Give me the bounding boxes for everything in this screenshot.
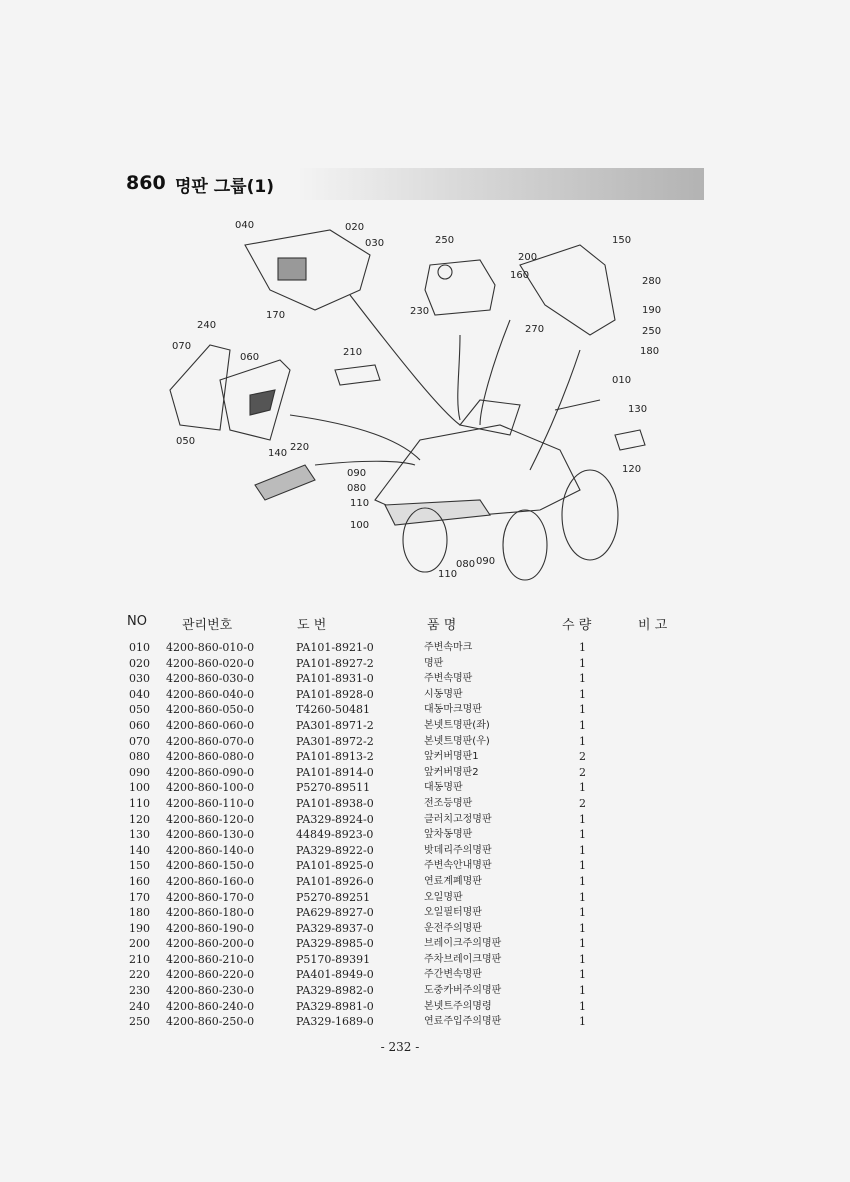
callout-label: 250	[642, 326, 662, 337]
row-no: 030	[129, 672, 150, 686]
row-mgmt-no: 4200-860-150-0	[166, 859, 255, 873]
row-mgmt-no: 4200-860-100-0	[166, 781, 255, 795]
row-drawing-no: T4260-50481	[296, 703, 371, 717]
row-no: 020	[129, 656, 150, 670]
callout-label: 090	[476, 556, 496, 567]
row-part-name: 주차브레이크명판	[424, 953, 502, 965]
row-no: 230	[129, 984, 150, 998]
row-part-name: 오일명판	[424, 891, 463, 903]
callout-label: 010	[612, 375, 632, 386]
table-row	[0, 780, 850, 796]
row-part-name: 대동명판	[424, 782, 463, 794]
row-mgmt-no: 4200-860-020-0	[166, 656, 255, 670]
leader-line	[315, 461, 415, 465]
leader-line	[555, 400, 600, 410]
table-row	[0, 718, 850, 734]
row-qty: 1	[579, 656, 586, 670]
row-drawing-no: PA329-8937-0	[296, 921, 374, 935]
row-part-name: 대동마크명판	[424, 704, 482, 716]
callout-labels	[172, 220, 661, 580]
col-header-no: NO	[127, 614, 147, 629]
callout-label: 270	[525, 324, 545, 335]
table-row	[0, 749, 850, 765]
row-drawing-no: PA101-8926-0	[296, 874, 374, 888]
callout-label: 070	[172, 341, 192, 352]
callout-label: 110	[438, 569, 458, 580]
row-part-name: 연료계폐명판	[424, 875, 482, 887]
row-drawing-no: PA329-1689-0	[296, 1015, 374, 1029]
col-header-note: 비 고	[638, 618, 668, 633]
row-mgmt-no: 4200-860-030-0	[166, 672, 255, 686]
front-grille-shape	[385, 500, 490, 525]
row-part-name: 주변속마크	[424, 642, 473, 653]
row-part-name: 주간변속명판	[424, 969, 482, 981]
callout-label: 250	[435, 235, 455, 246]
leader-line	[290, 415, 420, 460]
row-mgmt-no: 4200-860-220-0	[166, 968, 255, 982]
row-mgmt-no: 4200-860-160-0	[166, 874, 255, 888]
callout-label: 140	[268, 448, 288, 459]
callout-label: 180	[640, 346, 660, 357]
row-drawing-no: P5170-89391	[296, 952, 371, 966]
callout-label: 080	[456, 559, 476, 570]
table-row	[0, 656, 850, 672]
row-part-name: 오일필터명판	[424, 907, 482, 919]
row-qty: 2	[579, 796, 586, 810]
exploded-parts-diagram	[160, 210, 680, 590]
callout-label: 160	[510, 270, 530, 281]
callout-label: 120	[622, 464, 642, 475]
decal-170-shape	[278, 258, 306, 280]
callout-label: 170	[266, 310, 286, 321]
row-mgmt-no: 4200-860-090-0	[166, 765, 255, 779]
row-qty: 1	[579, 968, 586, 982]
row-part-name: 운전주의명판	[424, 922, 482, 934]
table-row	[0, 874, 850, 890]
row-qty: 1	[579, 890, 586, 904]
table-row	[0, 999, 850, 1015]
row-drawing-no: PA101-8931-0	[296, 672, 374, 686]
row-mgmt-no: 4200-860-210-0	[166, 952, 255, 966]
row-qty: 2	[579, 750, 586, 764]
row-no: 160	[129, 874, 150, 888]
callout-label: 200	[518, 252, 538, 263]
table-row	[0, 967, 850, 983]
table-row	[0, 812, 850, 828]
callout-label: 210	[343, 347, 363, 358]
row-no: 220	[129, 968, 150, 982]
row-mgmt-no: 4200-860-200-0	[166, 937, 255, 951]
table-row	[0, 671, 850, 687]
row-mgmt-no: 4200-860-240-0	[166, 999, 255, 1013]
row-mgmt-no: 4200-860-140-0	[166, 843, 255, 857]
table-row	[0, 905, 850, 921]
table-row	[0, 921, 850, 937]
callout-label: 220	[290, 442, 310, 453]
callout-label: 240	[197, 320, 217, 331]
decal-060-shape	[250, 390, 275, 415]
row-mgmt-no: 4200-860-180-0	[166, 906, 255, 920]
table-row	[0, 843, 850, 859]
callout-label: 100	[350, 520, 370, 531]
row-mgmt-no: 4200-860-040-0	[166, 687, 255, 701]
row-drawing-no: PA101-8914-0	[296, 765, 374, 779]
row-no: 060	[129, 718, 150, 732]
row-no: 010	[129, 641, 150, 654]
table-row	[0, 858, 850, 874]
row-qty: 1	[579, 874, 586, 888]
callout-label: 060	[240, 352, 260, 363]
row-part-name: 본넷트주의명령	[424, 1000, 492, 1012]
row-mgmt-no: 4200-860-250-0	[166, 1015, 255, 1029]
row-mgmt-no: 4200-860-110-0	[166, 796, 255, 810]
callout-label: 280	[642, 276, 662, 287]
row-mgmt-no: 4200-860-120-0	[166, 812, 255, 826]
callout-label: 090	[347, 468, 367, 479]
plate-140-shape	[255, 465, 315, 500]
callout-label: 230	[410, 306, 430, 317]
row-no: 080	[129, 750, 150, 764]
row-no: 090	[129, 765, 150, 779]
callout-label: 150	[612, 235, 632, 246]
row-part-name: 앞커버명판1	[424, 751, 479, 763]
row-qty: 1	[579, 672, 586, 686]
row-drawing-no: PA101-8925-0	[296, 859, 374, 873]
row-no: 210	[129, 952, 150, 966]
row-drawing-no: PA101-8921-0	[296, 641, 374, 654]
row-part-name: 명판	[424, 657, 444, 669]
row-drawing-no: PA329-8922-0	[296, 843, 374, 857]
table-row	[0, 640, 850, 656]
row-drawing-no: PA301-8971-2	[296, 718, 374, 732]
callout-label: 190	[642, 305, 662, 316]
table-row	[0, 1014, 850, 1030]
front-wheel-right-shape	[503, 510, 547, 580]
row-qty: 2	[579, 765, 586, 779]
row-qty: 1	[579, 641, 586, 654]
parts-table-header	[0, 614, 850, 634]
row-part-name: 전조등명판	[424, 797, 473, 809]
row-no: 130	[129, 828, 150, 842]
row-part-name: 본넷트명판(좌)	[424, 719, 490, 731]
row-drawing-no: PA329-8982-0	[296, 984, 374, 998]
col-header-name: 품 명	[427, 618, 457, 633]
callout-label: 030	[365, 238, 385, 249]
row-mgmt-no: 4200-860-170-0	[166, 890, 255, 904]
row-mgmt-no: 4200-860-080-0	[166, 750, 255, 764]
row-qty: 1	[579, 703, 586, 717]
row-qty: 1	[579, 718, 586, 732]
table-row	[0, 796, 850, 812]
row-no: 190	[129, 921, 150, 935]
row-qty: 1	[579, 734, 586, 748]
row-qty: 1	[579, 781, 586, 795]
fuel-tank-shape	[425, 260, 495, 315]
row-drawing-no: 44849-8923-0	[296, 828, 374, 842]
row-drawing-no: P5270-89251	[296, 890, 371, 904]
table-row	[0, 890, 850, 906]
fuel-cap-shape	[438, 265, 452, 279]
row-no: 100	[129, 781, 150, 795]
table-row	[0, 936, 850, 952]
row-drawing-no: PA301-8972-2	[296, 734, 374, 748]
row-drawing-no: PA629-8927-0	[296, 906, 374, 920]
callout-label: 130	[628, 404, 648, 415]
row-part-name: 밧데리주의명판	[424, 844, 492, 856]
row-part-name: 브레이크주의명판	[424, 938, 502, 950]
row-part-name: 앞커버명판2	[424, 766, 479, 778]
row-part-name: 연료주입주의명판	[424, 1016, 502, 1028]
row-no: 140	[129, 843, 150, 857]
callout-label: 110	[350, 498, 370, 509]
row-no: 180	[129, 906, 150, 920]
row-no: 070	[129, 734, 150, 748]
table-row	[0, 952, 850, 968]
col-header-mgmt: 관리번호	[182, 618, 233, 633]
row-drawing-no: PA401-8949-0	[296, 968, 374, 982]
title-gradient-bar	[296, 168, 704, 200]
row-qty: 1	[579, 828, 586, 842]
tractor-illustration	[160, 210, 680, 590]
row-mgmt-no: 4200-860-010-0	[166, 641, 255, 654]
section-number: 860	[126, 172, 166, 194]
table-row	[0, 734, 850, 750]
leader-line	[480, 320, 510, 425]
callout-label: 040	[235, 220, 255, 231]
row-no: 200	[129, 937, 150, 951]
row-qty: 1	[579, 859, 586, 873]
row-part-name: 본넷트명판(우)	[424, 735, 490, 747]
table-row	[0, 687, 850, 703]
row-qty: 1	[579, 984, 586, 998]
row-mgmt-no: 4200-860-230-0	[166, 984, 255, 998]
section-header	[126, 168, 704, 200]
row-drawing-no: P5270-89511	[296, 781, 371, 795]
row-part-name: 시동명판	[424, 688, 463, 700]
row-drawing-no: PA329-8981-0	[296, 999, 374, 1013]
row-drawing-no: PA101-8913-2	[296, 750, 374, 764]
row-qty: 1	[579, 843, 586, 857]
plate-120-shape	[615, 430, 645, 450]
row-qty: 1	[579, 687, 586, 701]
row-no: 240	[129, 999, 150, 1013]
plate-210-shape	[335, 365, 380, 385]
row-no: 110	[129, 796, 150, 810]
row-no: 170	[129, 890, 150, 904]
col-header-qty: 수 량	[562, 618, 592, 633]
row-qty: 1	[579, 812, 586, 826]
parts-table-body	[0, 640, 850, 1030]
table-row	[0, 827, 850, 843]
row-drawing-no: PA329-8985-0	[296, 937, 374, 951]
col-header-drawing: 도 번	[297, 618, 327, 633]
rear-wheel-shape	[562, 470, 618, 560]
row-drawing-no: PA101-8927-2	[296, 656, 374, 670]
callout-label: 080	[347, 483, 367, 494]
row-part-name: 도중카버주의명판	[424, 985, 502, 997]
callout-label: 020	[345, 222, 365, 233]
row-drawing-no: PA101-8938-0	[296, 796, 374, 810]
row-no: 120	[129, 812, 150, 826]
row-part-name: 앞차동명판	[424, 829, 473, 841]
row-no: 050	[129, 703, 150, 717]
row-drawing-no: PA329-8924-0	[296, 812, 374, 826]
row-mgmt-no: 4200-860-070-0	[166, 734, 255, 748]
row-mgmt-no: 4200-860-190-0	[166, 921, 255, 935]
row-mgmt-no: 4200-860-130-0	[166, 828, 255, 842]
leader-line	[458, 335, 460, 420]
callout-label: 050	[176, 436, 196, 447]
table-row	[0, 765, 850, 781]
row-drawing-no: PA101-8928-0	[296, 687, 374, 701]
table-row	[0, 702, 850, 718]
row-qty: 1	[579, 999, 586, 1013]
row-qty: 1	[579, 906, 586, 920]
row-no: 040	[129, 687, 150, 701]
row-no: 150	[129, 859, 150, 873]
row-qty: 1	[579, 921, 586, 935]
hood-panel-shape	[245, 230, 370, 310]
row-qty: 1	[579, 937, 586, 951]
row-qty: 1	[579, 952, 586, 966]
row-mgmt-no: 4200-860-050-0	[166, 703, 255, 717]
table-row	[0, 983, 850, 999]
row-mgmt-no: 4200-860-060-0	[166, 718, 255, 732]
row-no: 250	[129, 1015, 150, 1029]
page-number: - 232 -	[380, 1040, 420, 1054]
row-qty: 1	[579, 1015, 586, 1029]
row-part-name: 주변속명판	[424, 673, 473, 685]
row-part-name: 주변속안내명판	[424, 860, 492, 872]
row-part-name: 클러치고정명판	[424, 813, 492, 825]
section-title: 명판 그룹(1)	[175, 177, 274, 197]
